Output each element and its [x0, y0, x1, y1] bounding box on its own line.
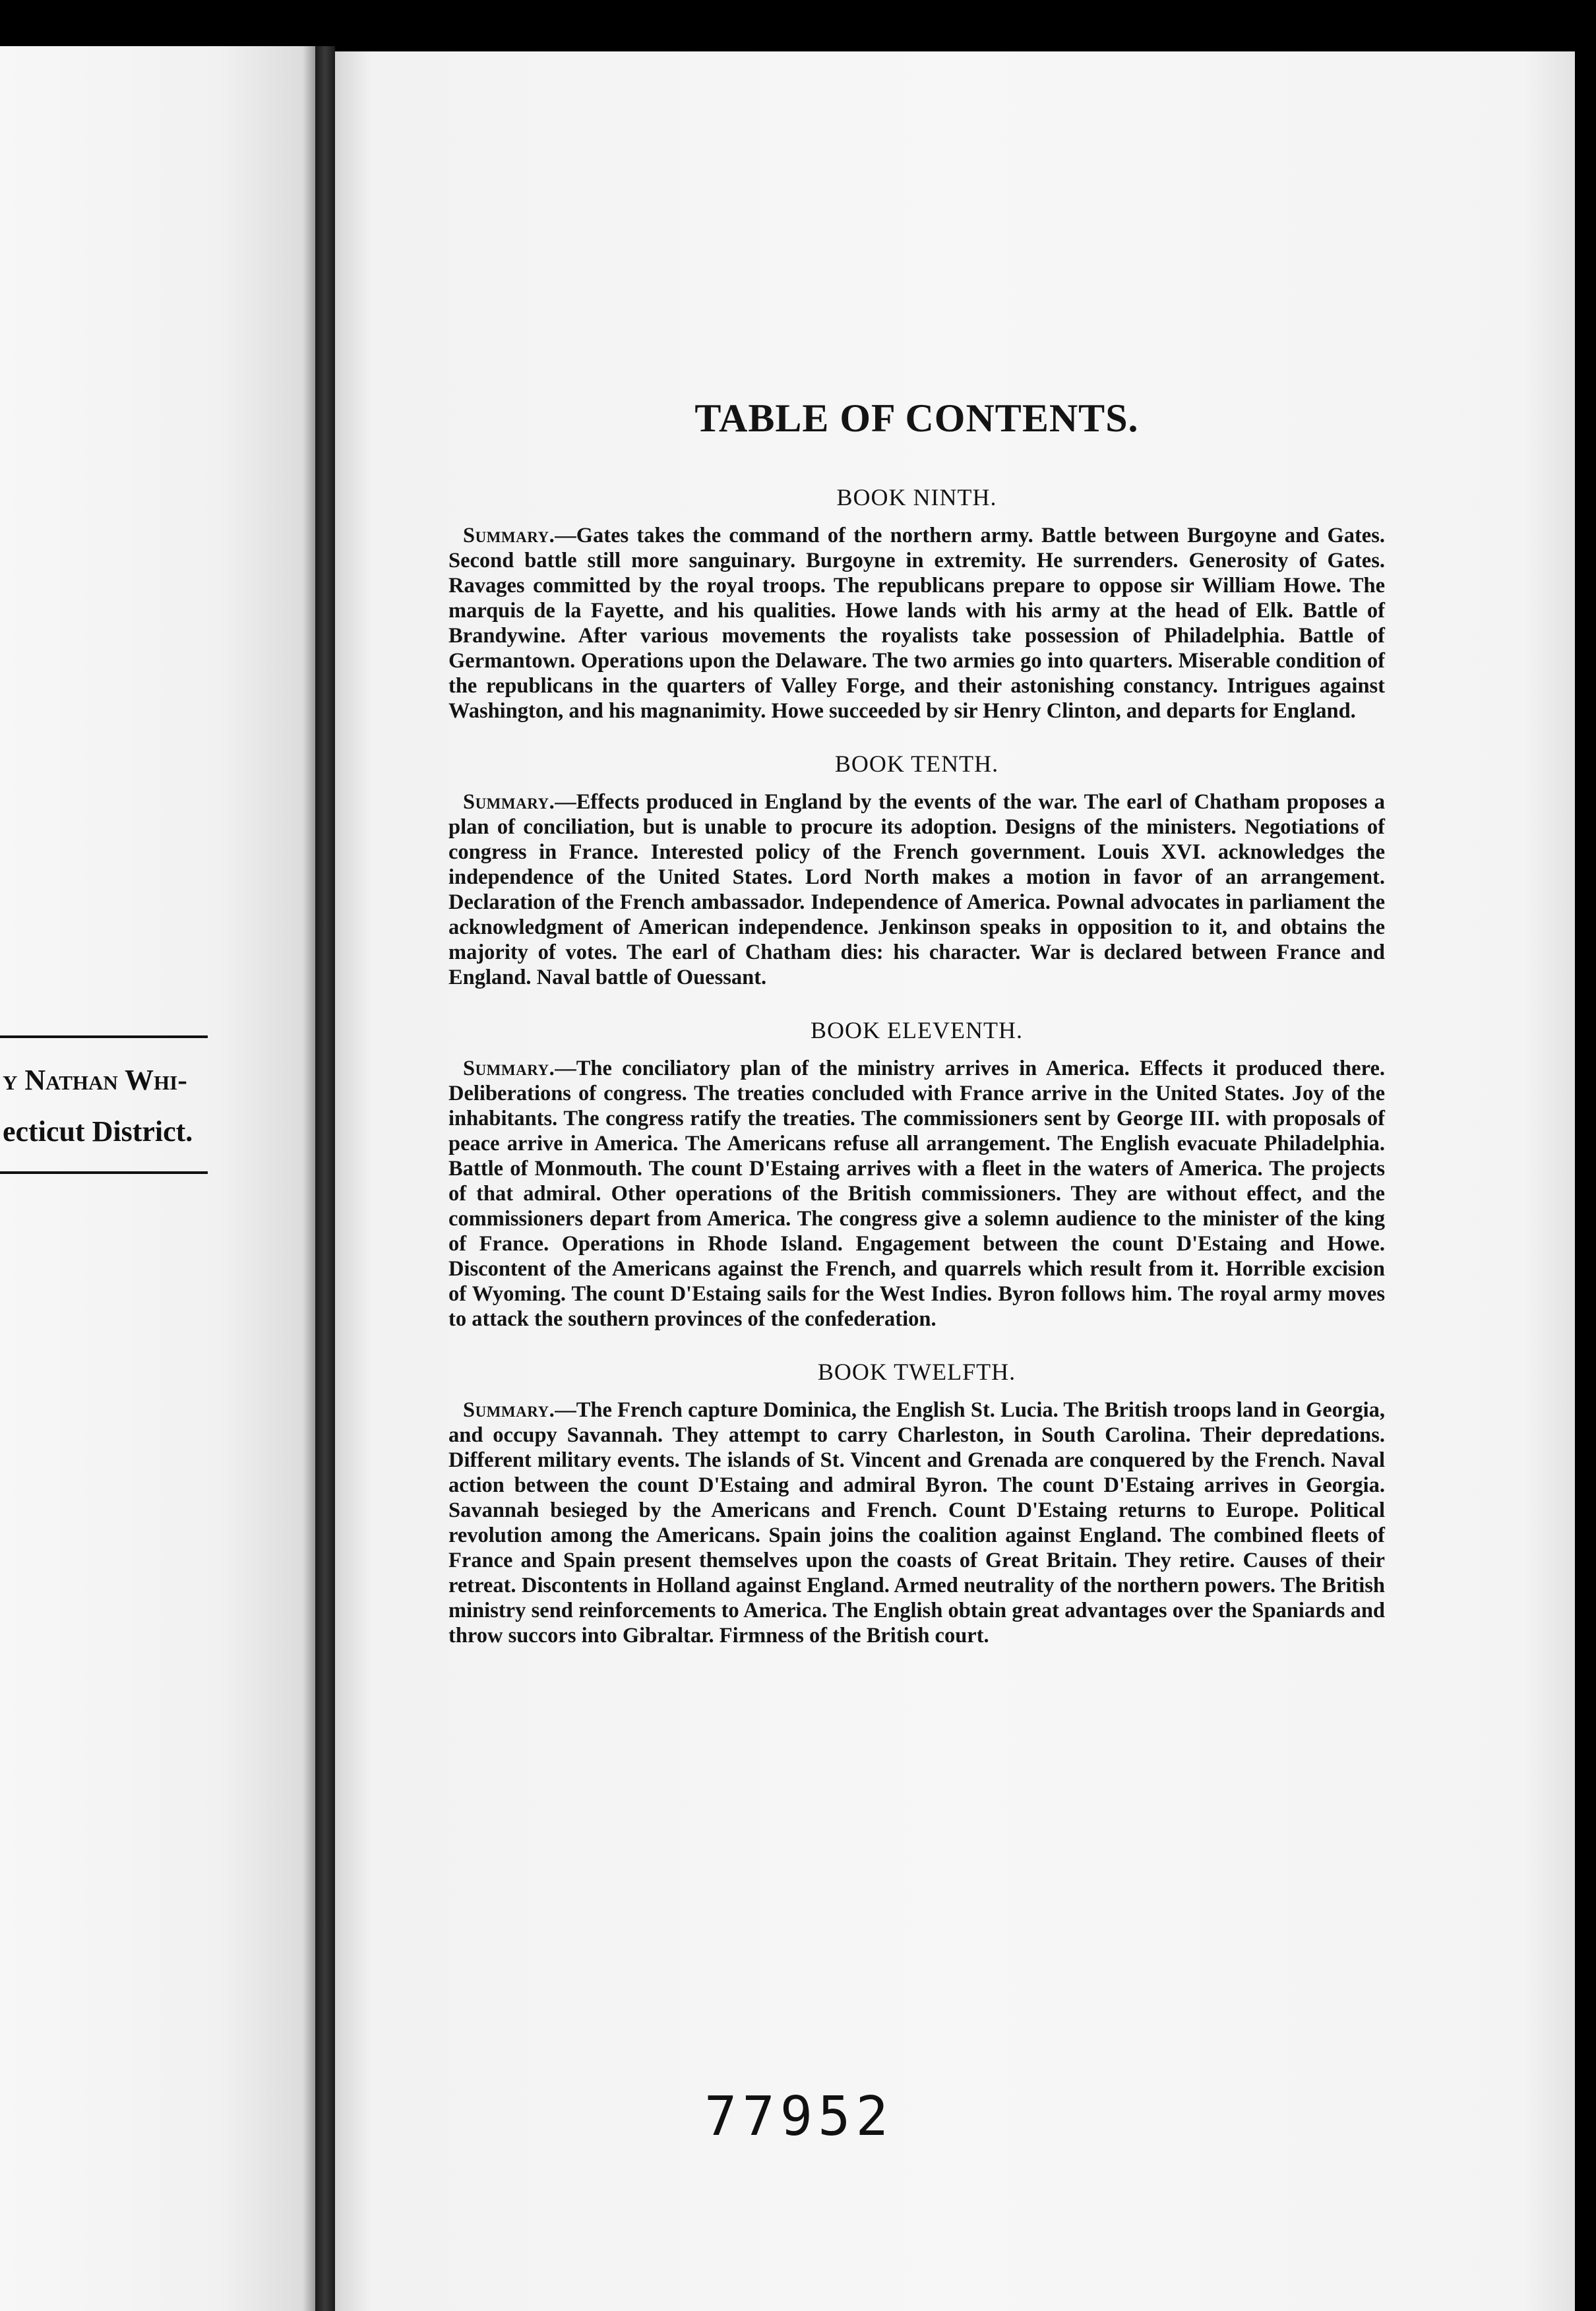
summary-label: Summary. — [463, 1057, 555, 1080]
book-tenth-section — [448, 750, 1385, 990]
book-summary — [448, 1398, 1385, 1648]
left-bottom-rule — [0, 1171, 208, 1174]
page-title: TABLE OF CONTENTS. — [694, 396, 1139, 440]
table-of-contents — [448, 396, 1385, 1675]
book-heading: BOOK TENTH. — [834, 751, 999, 777]
book-summary — [448, 789, 1385, 990]
book-heading: BOOK NINTH. — [836, 484, 997, 510]
book-heading: BOOK TWELFTH. — [817, 1359, 1016, 1385]
book-twelfth-section — [448, 1358, 1385, 1648]
book-eleventh-section — [448, 1016, 1385, 1332]
book-gutter — [315, 46, 335, 2311]
left-page — [0, 46, 315, 2311]
left-fragment-line-2: ecticut District. — [3, 1115, 193, 1148]
left-top-rule — [0, 1035, 208, 1038]
summary-text: —Gates takes the command of the northern army. Battle between Burgoyne and Gates. Second battle still more sanguinary. Burgoyne in extremity. He surrenders. Generosity of Gates. Ravages committed by the royal troops. The republicans prepare to oppose sir William Howe. The marquis de la Fayette, and his qualities. Howe lands with his army at the head of Elk. Battle of Brandywine. After various movements the royalists take possession of Philadelphia. Battle of Germantown. Operations upon the Delaware. The two armies go into quarters. Miserable condition of the republicans in the quarters of Valley Forge, and their astonishing constancy. Intrigues against Washington, and his magnanimity. Howe succeeded by sir Henry Clinton, and departs for England. — [448, 524, 1385, 723]
summary-text: —The conciliatory plan of the ministry arrives in America. Effects it produced there. Deliberations of congress. The treaties concluded with France arrive in the United States. Joy of the inhabitants. The congress ratify the treaties. The commissioners sent by George III. with proposals of peace arrive in America. The Americans refuse all arrangement. The English evacuate Philadelphia. Battle of Monmouth. The count D'Estaing arrives with a fleet in the waters of America. The projects of that admiral. Other operations of the British commissioners. They are without effect, and the commissioners depart from America. The congress give a solemn audience to the minister of the king of France. Operations in Rhode Island. Engagement between the count D'Estaing and Howe. Discontent of the Americans against the French, and quarrels which result from it. Horrible excision of Wyoming. The count D'Estaing sails for the West Indies. Byron follows him. The royal army moves to attack the southern provinces of the confederation. — [448, 1057, 1385, 1331]
summary-text: —The French capture Dominica, the English St. Lucia. The British troops land in Georgia, and occupy Savannah. They attempt to carry Charleston, in South Carolina. Their depredations. Different military events. The islands of St. Vincent and Grenada are conquered by the French. Naval action between the count D'Estaing and admiral Byron. The count D'Estaing arrives in Georgia. Savannah besieged by the Americans and French. Count D'Estaing returns to Europe. Political revolution among the Americans. Spain joins the coalition against England. The combined fleets of France and Spain present themselves upon the coasts of Great Britain. They retire. Causes of their retreat. Discontents in Holland against England. Armed neutrality of the northern powers. The British ministry send reinforcements to America. The English obtain great advantages over the Spaniards and throw succors into Gibraltar. Firmness of the British court. — [448, 1398, 1385, 1648]
catalog-number-stamp: 77952 — [704, 2085, 894, 2148]
summary-text: —Effects produced in England by the events of the war. The earl of Chatham proposes a plan of conciliation, but is unable to procure its adoption. Designs of the ministers. Negotiations of congress in France. Interested policy of the French government. Louis XVI. acknowledges the independence of the United States. Lord North makes a motion in favor of an arrangement. Declaration of the French ambassador. Independence of America. Pownal advocates in parliament the acknowledgment of American independence. Jenkinson speaks in opposition to it, and obtains the majority of votes. The earl of Chatham dies: his character. War is declared between France and England. Naval battle of Ouessant. — [448, 790, 1385, 989]
summary-label: Summary. — [463, 1398, 555, 1422]
book-heading: BOOK ELEVENTH. — [811, 1017, 1023, 1043]
book-summary — [448, 523, 1385, 724]
book-ninth-section — [448, 483, 1385, 724]
book-summary — [448, 1056, 1385, 1332]
summary-label: Summary. — [463, 790, 555, 814]
left-fragment-line-1: y Nathan Whi- — [3, 1064, 187, 1096]
summary-label: Summary. — [463, 524, 555, 547]
